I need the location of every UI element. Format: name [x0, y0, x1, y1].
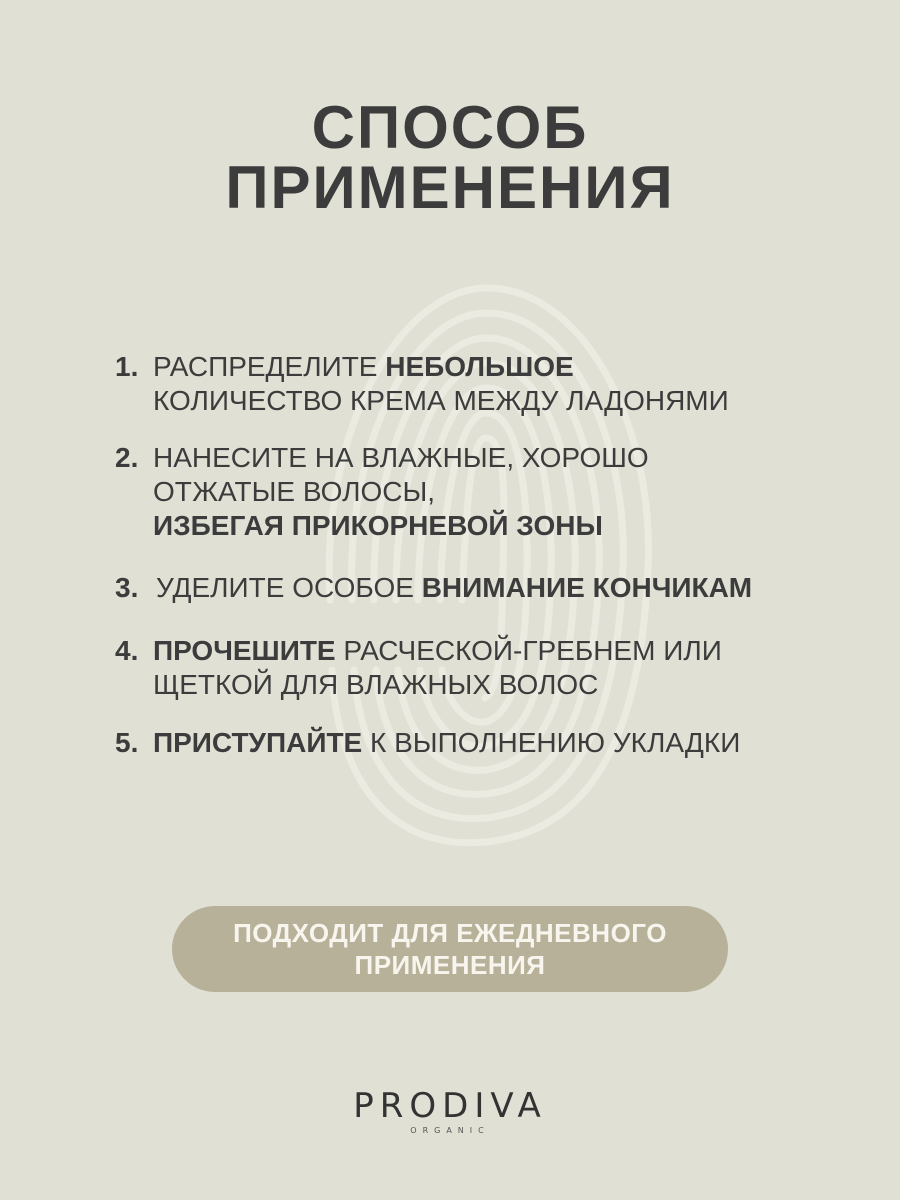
step-text — [153, 441, 649, 543]
page-title-line-1: СПОСОБ — [311, 94, 589, 161]
step-text-fragment: РАСПРЕДЕЛИТЕ — [153, 351, 386, 382]
step-number: 1. — [115, 351, 139, 382]
badge-line-1: ПОДХОДИТ ДЛЯ ЕЖЕДНЕВНОГО — [233, 918, 667, 948]
page-title-line-2: ПРИМЕНЕНИЯ — [225, 154, 675, 221]
step-text-fragment: К ВЫПОЛНЕНИЮ УКЛАДКИ — [362, 727, 741, 758]
step-text-line — [153, 726, 740, 760]
step-text-emphasis: ПРОЧЕШИТЕ — [153, 635, 336, 666]
step-text-emphasis: НЕБОЛЬШОЕ — [385, 351, 574, 382]
step-number: 2. — [115, 442, 139, 473]
step-text-line — [153, 475, 649, 509]
step-text-line — [153, 441, 649, 475]
step-text-fragment: ОТЖАТЫЕ ВОЛОСЫ, — [153, 476, 436, 507]
step-text-emphasis: ПРИСТУПАЙТЕ — [153, 727, 363, 758]
badge-line-2: ПРИМЕНЕНИЯ — [354, 950, 546, 980]
step-number: 4. — [115, 635, 139, 666]
step-text-line — [153, 509, 649, 543]
step-text-fragment: НАНЕСИТЕ НА ВЛАЖНЫЕ, ХОРОШО — [153, 442, 649, 473]
step-number: 3. — [115, 572, 139, 603]
step-number: 5. — [115, 727, 139, 758]
step-text-line — [156, 571, 752, 605]
step-text — [153, 350, 729, 418]
step-text-line — [153, 384, 729, 418]
step-text-fragment: КОЛИЧЕСТВО КРЕМА МЕЖДУ ЛАДОНЯМИ — [153, 385, 729, 416]
step-text-line — [153, 634, 722, 668]
step-text — [153, 726, 740, 760]
step-text — [156, 571, 752, 605]
brand-logo-subtitle: ORGANIC — [410, 1126, 490, 1135]
step-text — [153, 634, 722, 702]
step-text-fragment: УДЕЛИТЕ ОСОБОЕ — [156, 572, 422, 603]
step-text-line — [153, 668, 722, 702]
step-text-fragment: ЩЕТКОЙ ДЛЯ ВЛАЖНЫХ ВОЛОС — [153, 669, 599, 700]
step-text-emphasis: ИЗБЕГАЯ ПРИКОРНЕВОЙ ЗОНЫ — [153, 510, 603, 541]
step-text-emphasis: ВНИМАНИЕ КОНЧИКАМ — [421, 572, 753, 603]
step-text-fragment: РАСЧЕСКОЙ-ГРЕБНЕМ ИЛИ — [335, 635, 722, 666]
step-text-line — [153, 350, 729, 384]
brand-logo: PRODIVA — [353, 1086, 547, 1126]
daily-use-badge — [172, 906, 728, 992]
